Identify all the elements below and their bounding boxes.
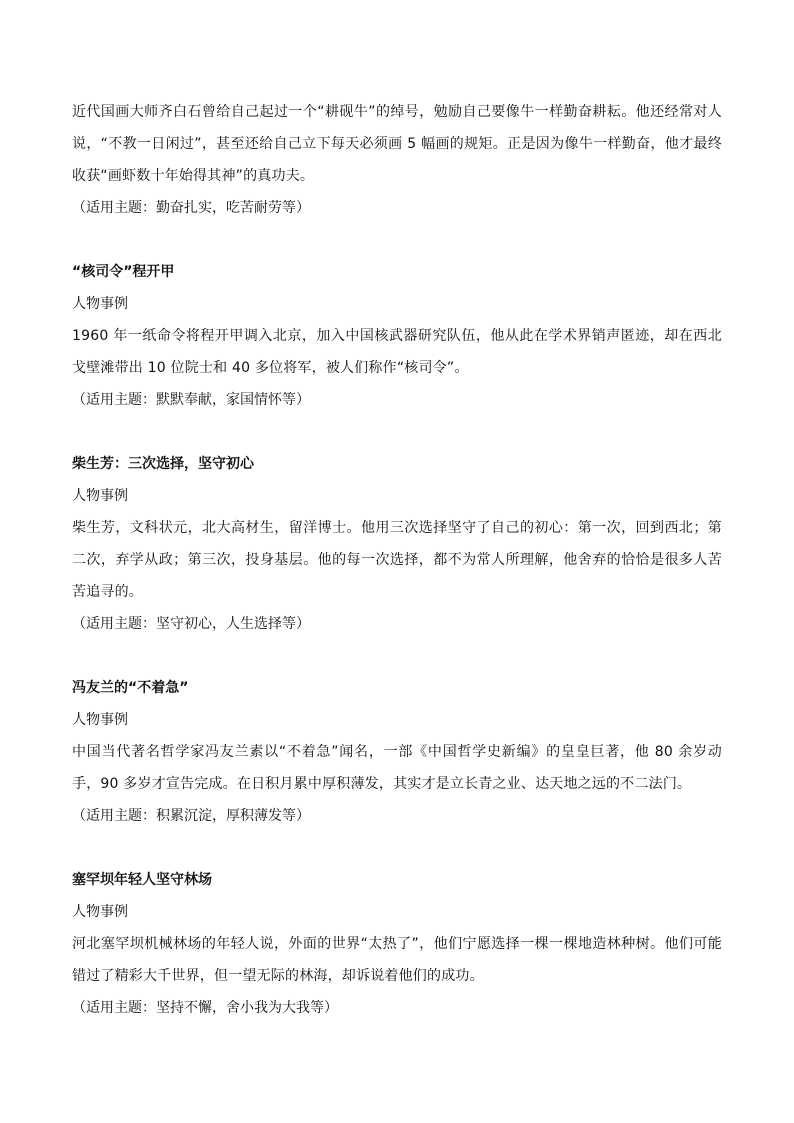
section-gap bbox=[72, 640, 722, 672]
section-paragraph: 柴生芳，文科状元，北大高材生，留洋博士。他用三次选择坚守了自己的初心：第一次，回到西北；第二次，弃学从政；第三次，投身基层。他的每一次选择，都不为常人所理解，他舍弃的恰恰是很多人苦苦追寻的。 bbox=[72, 520, 722, 600]
section-saihanba bbox=[72, 864, 722, 1024]
section-cheng-kaijia bbox=[72, 256, 722, 416]
section-title: 冯友兰的“不着急” bbox=[72, 680, 189, 696]
document-page bbox=[72, 96, 722, 1024]
intro-paragraph: 近代国画大师齐白石曾给自己起过一个“耕砚牛”的绰号，勉励自己要像牛一样勤奋耕耘。他还经常对人说，“不教一日闲过”，甚至还给自己立下每天必须画 5 幅画的规矩。正是因为像牛一样勤奋，他才最终收获“画虾数十年始得其神”的真功夫。 bbox=[72, 104, 722, 184]
section-theme: （适用主题：坚守初心，人生选择等） bbox=[72, 616, 310, 632]
section-title: 塞罕坝年轻人坚守林场 bbox=[72, 872, 212, 888]
section-gap bbox=[72, 832, 722, 864]
section-theme: （适用主题：坚持不懈，舍小我为大我等） bbox=[72, 1000, 338, 1016]
section-label: 人物事例 bbox=[72, 488, 128, 504]
section-gap bbox=[72, 416, 722, 448]
section-title: 柴生芳：三次选择，坚守初心 bbox=[72, 456, 254, 472]
section-paragraph: 中国当代著名哲学家冯友兰素以“不着急”闻名，一部《中国哲学史新编》的皇皇巨著，他 80 余岁动手，90 多岁才宣告完成。在日积月累中厚积薄发，其实才是立长青之业、达天地之远的不二法门。 bbox=[72, 744, 722, 792]
section-gap bbox=[72, 224, 722, 256]
section-label: 人物事例 bbox=[72, 904, 128, 920]
section-paragraph: 1960 年一纸命令将程开甲调入北京，加入中国核武器研究队伍，他从此在学术界销声匿迹，却在西北戈壁滩带出 10 位院士和 40 多位将军，被人们称作“核司令”。 bbox=[72, 328, 722, 376]
intro-theme: （适用主题：勤奋扎实，吃苦耐劳等） bbox=[72, 200, 310, 216]
section-label: 人物事例 bbox=[72, 712, 128, 728]
section-title: “核司令”程开甲 bbox=[72, 264, 175, 280]
section-theme: （适用主题：默默奉献，家国情怀等） bbox=[72, 392, 310, 408]
section-theme: （适用主题：积累沉淀，厚积薄发等） bbox=[72, 808, 310, 824]
section-label: 人物事例 bbox=[72, 296, 128, 312]
section-feng-youlan bbox=[72, 672, 722, 832]
section-chai-shengfang bbox=[72, 448, 722, 640]
section-paragraph: 河北塞罕坝机械林场的年轻人说，外面的世界“太热了”，他们宁愿选择一棵一棵地造林种树。他们可能错过了精彩大千世界，但一望无际的林海，却诉说着他们的成功。 bbox=[72, 936, 722, 984]
